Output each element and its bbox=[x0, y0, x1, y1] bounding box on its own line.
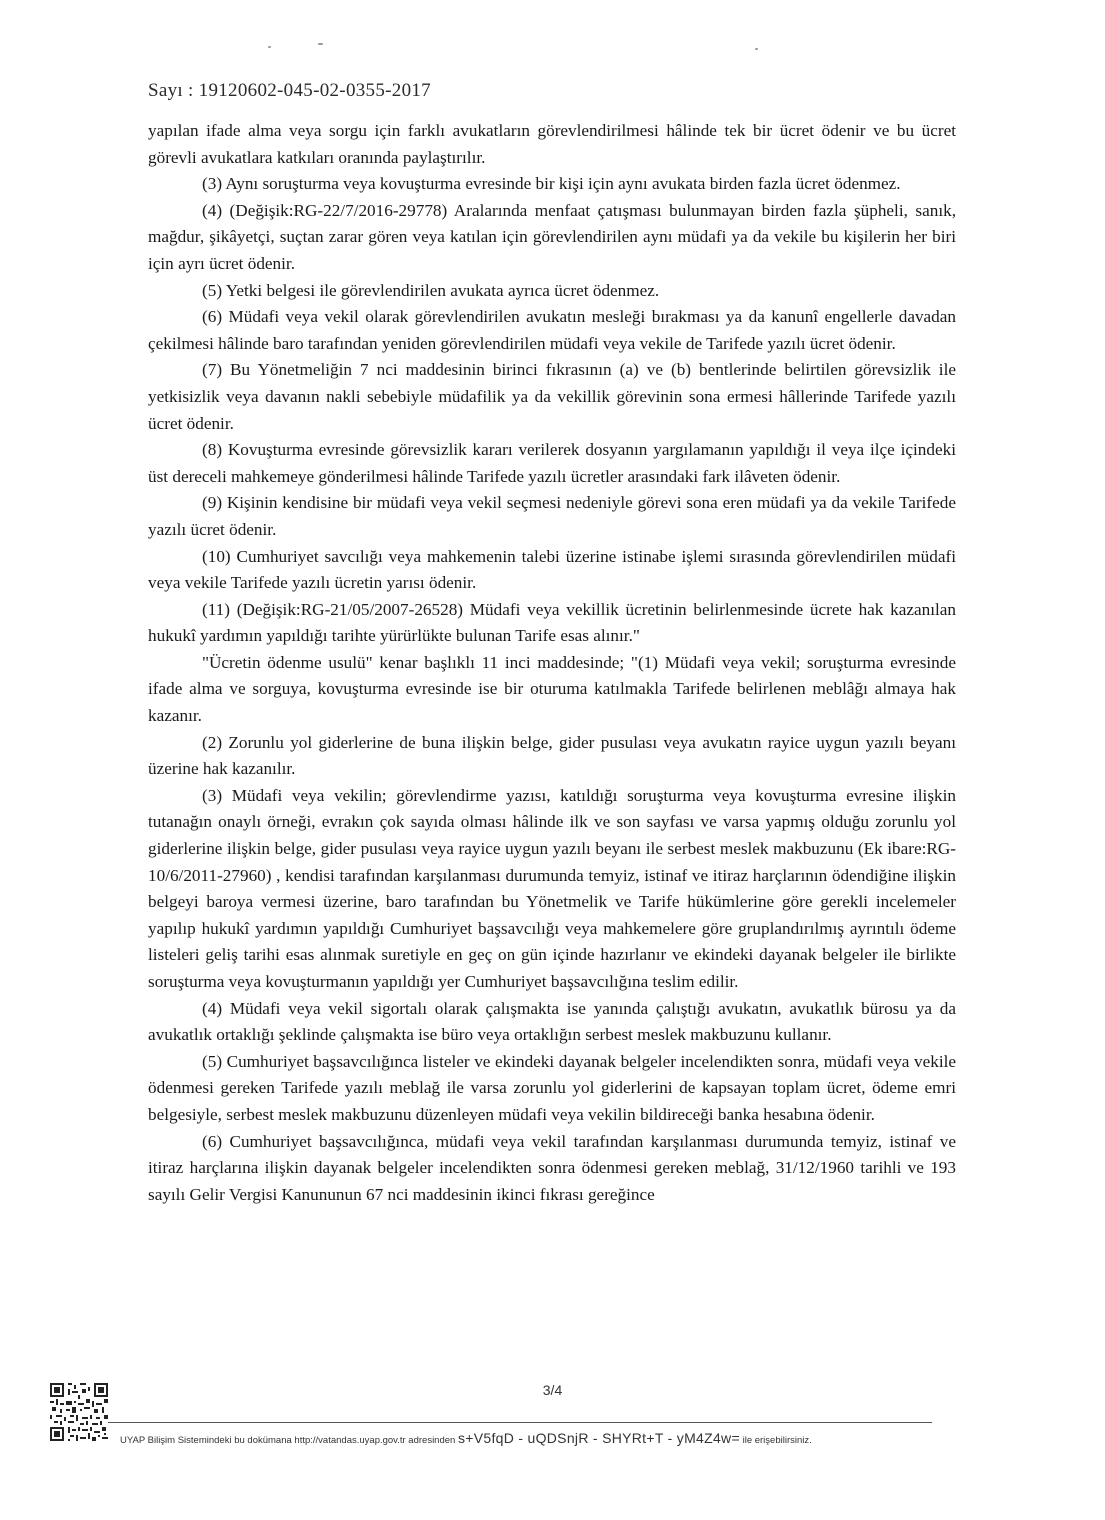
paragraph: (8) Kovuşturma evresinde görevsizlik kararı verilerek dosyanın yargılamanın yapıldığı il veya ilçe içindeki üst dereceli mahkemeye gönderilmesi hâlinde Tarifede yazılı ücretler arasındaki fark ilâveten ödenir. bbox=[148, 440, 956, 486]
paragraph: (9) Kişinin kendisine bir müdafi veya vekil seçmesi nedeniyle görevi sona eren müdafi ya da vekile Tarifede yazılı ücret ödenir. bbox=[148, 493, 956, 539]
paragraph: (3) Müdafi veya vekilin; görevlendirme yazısı, katıldığı soruşturma veya kovuşturma evresine ilişkin tutanağın onaylı örneği, evrakın çok sayıda olması hâlinde ilk ve son sayfası ve varsa yapmış olduğu zorunlu yol giderlerine ilişkin belge, gider pusulası veya rayice uygun yazılı beyanı ile serbest meslek makbuzunu (Ek ibare:RG-10/6/2011-27960) , kendisi tarafından karşılanması durumunda temyiz, istinaf ve itiraz harçlarının ödendiğine ilişkin belgeyi baroya vermesi üzerine, baro tarafından bu Yönetmelik ve Tarife hükümlerine göre gerekli incelemeler yapılıp hukukî yardımın yapıldığı Cumhuriyet başsavcılığı veya mahkemelere göre gruplandırılmış ayrıntılı ödeme listeleri geliş tarihi esas alınmak suretiyle en geç on gün içinde hazırlanır ve ekindeki dayanak belgeler ile birlikte soruşturma veya kovuşturmanın yapıldığı yer Cumhuriyet başsavcılığına teslim edilir. bbox=[148, 785, 956, 991]
scan-speck bbox=[268, 46, 271, 48]
paragraph: (4) (Değişik:RG-22/7/2016-29778) Aralarında menfaat çatışması bulunmayan birden fazla şüpheli, sanık, mağdur, şikâyetçi, suçtan zarar gören veya katılan için görevlendirilen aynı müdafi ya da vekile bu kişilerin her biri için ayrı ücret ödenir. bbox=[148, 200, 956, 273]
document-body bbox=[148, 118, 956, 1208]
paragraph: (4) Müdafi veya vekil sigortalı olarak çalışmakta ise yanında çalıştığı avukatın, avukatlık bürosu ya da avukatlık ortaklığı şeklinde çalışmakta ise büro veya ortaklığın serbest meslek makbuzunu kullanır. bbox=[148, 998, 956, 1045]
document-number: Sayı : 19120602-045-02-0355-2017 bbox=[148, 80, 431, 101]
paragraph: (11) (Değişik:RG-21/05/2007-26528) Müdafi veya vekillik ücretinin belirlenmesinde ücrete hak kazanılan hukukî yardımın yapıldığı tarihte yürürlükte bulunan Tarife esas alınır." bbox=[148, 599, 956, 646]
verification-code: s+V5fqD - uQDSnjR - SHYRt+T - yM4Z4w= bbox=[457, 1430, 740, 1446]
footer-divider bbox=[108, 1422, 932, 1423]
paragraph: "Ücretin ödenme usulü" kenar başlıklı 11 inci maddesinde; "(1) Müdafi veya vekil; soruşturma evresinde ifade alma ve sorguya, kovuşturma evresinde ise bir oturuma katılmakla Tarifede belirlenen meblâğı almaya hak kazanır. bbox=[148, 652, 956, 726]
paragraph: (3) Aynı soruşturma veya kovuşturma evresinde bir kişi için aynı avukata birden fazla ücret ödenmez. bbox=[202, 174, 901, 194]
paragraph: (6) Cumhuriyet başsavcılığınca, müdafi veya vekil tarafından karşılanması durumunda temyiz, istinaf ve itiraz harçlarına ilişkin dayanak belgeler incelendikten sonra ödenmesi gereken meblağ, 31/12/1960 tarihli ve 193 sayılı Gelir Vergisi Kanununun 67 nci maddesinin ikinci fıkrası gereğince bbox=[148, 1131, 956, 1204]
scan-speck bbox=[755, 48, 758, 50]
paragraph: (7) Bu Yönetmeliğin 7 nci maddesinin birinci fıkrasının (a) ve (b) bentlerinde belirtilen görevsizlik ile yetkisizlik veya davanın nakli sebebiyle müdafilik ya da vekillik görevinin sona ermesi hâllerinde Tarifede yazılı ücret ödenir. bbox=[148, 360, 956, 433]
paragraph: (5) Yetki belgesi ile görevlendirilen avukata ayrıca ücret ödenmez. bbox=[202, 280, 660, 300]
scan-speck bbox=[318, 43, 323, 45]
footer bbox=[120, 1430, 812, 1446]
paragraph: (2) Zorunlu yol giderlerine de buna ilişkin belge, gider pusulası veya avukatın rayice uygun yazılı beyanı üzerine hak kazanılır. bbox=[148, 732, 956, 779]
paragraph: (10) Cumhuriyet savcılığı veya mahkemenin talebi üzerine istinabe işlemi sırasında görevlendirilen müdafi veya vekile Tarifede yazılı ücretin yarısı ödenir. bbox=[148, 546, 956, 593]
paragraph: yapılan ifade alma veya sorgu için farklı avukatların görevlendirilmesi hâlinde tek bir ücret ödenir ve bu ücret görevli avukatlara katkıları oranında paylaştırılır. bbox=[148, 121, 956, 167]
footer-prefix: UYAP Bilişim Sistemindeki bu dokümana http://vatandas.uyap.gov.tr adresinden bbox=[120, 1435, 456, 1446]
footer-suffix: ile erişebilirsiniz. bbox=[742, 1435, 812, 1446]
page-number: 3/4 bbox=[542, 1382, 563, 1398]
paragraph: (5) Cumhuriyet başsavcılığınca listeler ve ekindeki dayanak belgeler incelendikten sonra, müdafi veya vekile ödenmesi gereken Tarifede yazılı meblağ ile varsa zorunlu yol giderlerini de kapsayan toplam ücret, ödeme emri belgesiyle, serbest meslek makbuzunu düzenleyen müdafi veya vekilin bildireceği banka hesabına ödenir. bbox=[148, 1051, 956, 1124]
paragraph: (6) Müdafi veya vekil olarak görevlendirilen avukatın mesleği bırakması ya da kanunî engellerle davadan çekilmesi hâlinde baro tarafından yeniden görevlendirilen müdafi veya vekile de Tarifede yazılı ücret ödenir. bbox=[148, 307, 956, 353]
